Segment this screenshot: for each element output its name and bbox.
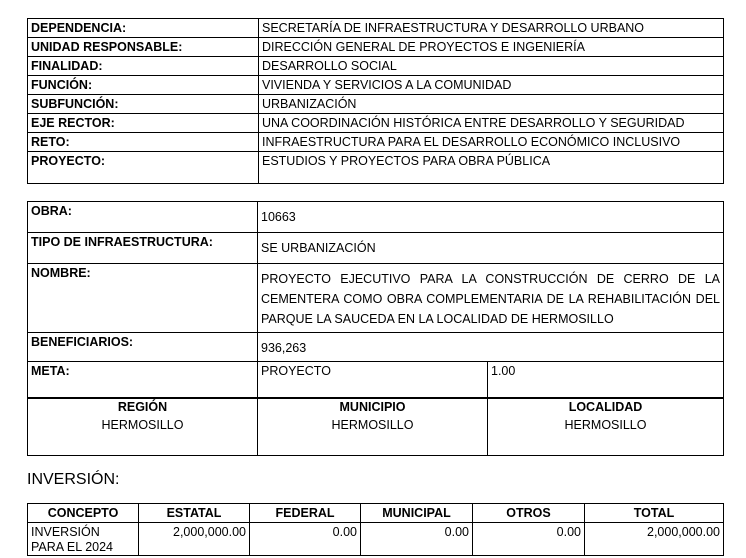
label-dependencia: DEPENDENCIA: (28, 19, 259, 38)
label-eje-rector: EJE RECTOR: (28, 114, 259, 133)
header-total: TOTAL (585, 504, 724, 523)
label-funcion: FUNCIÓN: (28, 76, 259, 95)
value-federal: 0.00 (250, 523, 361, 556)
value-nombre: PROYECTO EJECUTIVO PARA LA CONSTRUCCIÓN DE CERRO DE LA CEMENTERA COMO OBRA COMPLEMENTARIA DE LA REHABILITACIÓN DEL PARQUE LA SAUCEDA EN LA LOCALIDAD DE HERMOSILLO (258, 264, 724, 333)
location-table (27, 397, 724, 456)
label-subfuncion: SUBFUNCIÓN: (28, 95, 259, 114)
row-beneficiarios (28, 333, 724, 362)
label-proyecto: PROYECTO: (28, 152, 259, 184)
label-nombre: NOMBRE: (28, 264, 258, 333)
value-eje-rector: UNA COORDINACIÓN HISTÓRICA ENTRE DESARROLLO Y SEGURIDAD (259, 114, 724, 133)
value-reto: INFRAESTRUCTURA PARA EL DESARROLLO ECONÓMICO INCLUSIVO (259, 133, 724, 152)
row-proyecto (28, 152, 724, 184)
value-municipio: HERMOSILLO (258, 416, 488, 456)
row-meta (28, 362, 724, 399)
row-subfuncion (28, 95, 724, 114)
label-meta: META: (28, 362, 258, 399)
row-finalidad (28, 57, 724, 76)
general-info-table (27, 18, 724, 184)
value-beneficiarios: 936,263 (258, 333, 724, 362)
header-municipio: MUNICIPIO (258, 398, 488, 417)
row-nombre (28, 264, 724, 333)
value-subfuncion: URBANIZACIÓN (259, 95, 724, 114)
header-estatal: ESTATAL (139, 504, 250, 523)
label-reto: RETO: (28, 133, 259, 152)
value-tipo-infraestructura: SE URBANIZACIÓN (258, 233, 724, 264)
header-localidad: LOCALIDAD (488, 398, 724, 417)
investment-header-row (28, 504, 724, 523)
obra-table (27, 201, 724, 399)
value-obra: 10663 (258, 202, 724, 233)
value-municipal: 0.00 (361, 523, 473, 556)
row-funcion (28, 76, 724, 95)
value-localidad: HERMOSILLO (488, 416, 724, 456)
label-beneficiarios: BENEFICIARIOS: (28, 333, 258, 362)
label-tipo-infraestructura: TIPO DE INFRAESTRUCTURA: (28, 233, 258, 264)
header-region: REGIÓN (28, 398, 258, 417)
row-reto (28, 133, 724, 152)
value-finalidad: DESARROLLO SOCIAL (259, 57, 724, 76)
row-eje-rector (28, 114, 724, 133)
value-dependencia: SECRETARÍA DE INFRAESTRUCTURA Y DESARROLLO URBANO (259, 19, 724, 38)
header-otros: OTROS (473, 504, 585, 523)
investment-table (27, 503, 724, 556)
value-meta-amount: 1.00 (488, 362, 724, 399)
label-finalidad: FINALIDAD: (28, 57, 259, 76)
value-region: HERMOSILLO (28, 416, 258, 456)
label-unidad-responsable: UNIDAD RESPONSABLE: (28, 38, 259, 57)
value-unidad-responsable: DIRECCIÓN GENERAL DE PROYECTOS E INGENIERÍA (259, 38, 724, 57)
value-estatal: 2,000,000.00 (139, 523, 250, 556)
value-proyecto: ESTUDIOS Y PROYECTOS PARA OBRA PÚBLICA (259, 152, 724, 184)
value-concepto: INVERSIÓN PARA EL 2024 (28, 523, 139, 556)
header-federal: FEDERAL (250, 504, 361, 523)
label-obra: OBRA: (28, 202, 258, 233)
location-value-row (28, 416, 724, 456)
value-total: 2,000,000.00 (585, 523, 724, 556)
value-meta: PROYECTO (258, 362, 488, 399)
row-unidad-responsable (28, 38, 724, 57)
value-funcion: VIVIENDA Y SERVICIOS A LA COMUNIDAD (259, 76, 724, 95)
investment-value-row (28, 523, 724, 556)
location-header-row (28, 398, 724, 417)
row-tipo-infraestructura (28, 233, 724, 264)
value-otros: 0.00 (473, 523, 585, 556)
row-obra (28, 202, 724, 233)
investment-title: INVERSIÓN: (27, 471, 120, 488)
header-concepto: CONCEPTO (28, 504, 139, 523)
row-dependencia (28, 19, 724, 38)
header-municipal: MUNICIPAL (361, 504, 473, 523)
